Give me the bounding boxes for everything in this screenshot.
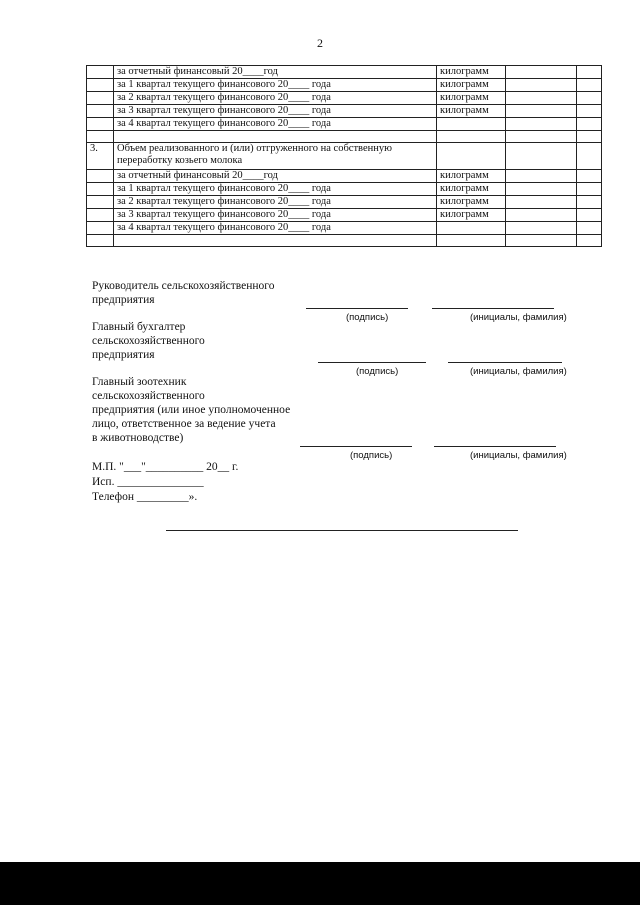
table-row (87, 222, 602, 235)
row-value-cell[interactable] (577, 183, 602, 196)
row-value-cell[interactable] (506, 79, 577, 92)
row-unit-cell (437, 118, 506, 131)
head-initials-line[interactable] (432, 308, 554, 309)
row-number-cell (87, 183, 114, 196)
row-description-cell: Объем реализованного и (или) отгруженного на собственную переработку козьего молока (114, 143, 437, 170)
row-description-cell: за 4 квартал текущего финансового 20____ года (114, 222, 437, 235)
row-value-cell[interactable] (506, 105, 577, 118)
row-description-cell: за 4 квартал текущего финансового 20____ года (114, 118, 437, 131)
row-unit-cell: килограмм (437, 105, 506, 118)
row-number-cell (87, 131, 114, 143)
row-number-cell (87, 66, 114, 79)
row-description-cell: за 3 квартал текущего финансового 20____ года (114, 209, 437, 222)
row-value-cell[interactable] (577, 131, 602, 143)
row-number-cell: 3. (87, 143, 114, 170)
row-value-cell[interactable] (506, 222, 577, 235)
zootechnician-initials-caption: (инициалы, фамилия) (470, 450, 567, 461)
table-row (87, 170, 602, 183)
head-signature-caption: (подпись) (346, 312, 389, 323)
row-unit-cell: килограмм (437, 66, 506, 79)
row-value-cell[interactable] (506, 235, 577, 247)
table-blank-row (87, 235, 602, 247)
row-unit-cell: килограмм (437, 209, 506, 222)
row-unit-cell (437, 143, 506, 170)
row-number-cell (87, 118, 114, 131)
accountant-initials-line[interactable] (448, 362, 562, 363)
row-description-cell: за 1 квартал текущего финансового 20____ года (114, 183, 437, 196)
row-value-cell[interactable] (577, 196, 602, 209)
row-value-cell[interactable] (506, 143, 577, 170)
row-value-cell[interactable] (577, 92, 602, 105)
row-description-cell (114, 131, 437, 143)
zootechnician-signature-caption: (подпись) (350, 450, 393, 461)
scan-bottom-margin (0, 862, 640, 905)
row-value-cell[interactable] (577, 118, 602, 131)
stamp-date-line: М.П. "___"__________ 20__ г. (92, 461, 239, 473)
row-description-cell: за 2 квартал текущего финансового 20____ года (114, 196, 437, 209)
row-unit-cell (437, 222, 506, 235)
row-unit-cell: килограмм (437, 79, 506, 92)
table-row (87, 209, 602, 222)
row-unit-cell: килограмм (437, 170, 506, 183)
row-description-cell: за 3 квартал текущего финансового 20____ года (114, 105, 437, 118)
accountant-signature-line[interactable] (318, 362, 426, 363)
row-value-cell[interactable] (506, 131, 577, 143)
row-unit-cell: килограмм (437, 196, 506, 209)
zootechnician-signature-label: Главный зоотехник сельскохозяйственного предприятия (или иное уполномоченное лицо, ответственное за ведение учета в животноводстве) (92, 376, 291, 444)
accountant-initials-caption: (инициалы, фамилия) (470, 366, 567, 377)
row-description-cell: за 1 квартал текущего финансового 20____ года (114, 79, 437, 92)
zootechnician-signature-line[interactable] (300, 446, 412, 447)
row-value-cell[interactable] (577, 105, 602, 118)
report-table-body (87, 66, 602, 247)
row-description-cell: за 2 квартал текущего финансового 20____ года (114, 92, 437, 105)
zootechnician-initials-line[interactable] (434, 446, 556, 447)
row-number-cell (87, 196, 114, 209)
row-number-cell (87, 222, 114, 235)
row-value-cell[interactable] (577, 79, 602, 92)
row-value-cell[interactable] (506, 170, 577, 183)
row-number-cell (87, 79, 114, 92)
end-rule (166, 530, 518, 531)
row-unit-cell: килограмм (437, 183, 506, 196)
row-unit-cell (437, 235, 506, 247)
row-description-cell: за отчетный финансовый 20____год (114, 170, 437, 183)
row-value-cell[interactable] (506, 209, 577, 222)
accountant-signature-label: Главный бухгалтер сельскохозяйственного предприятия (92, 321, 205, 361)
row-value-cell[interactable] (577, 66, 602, 79)
head-signature-label: Руководитель сельскохозяйственного предприятия (92, 280, 275, 306)
row-number-cell (87, 209, 114, 222)
table-blank-row (87, 131, 602, 143)
row-value-cell[interactable] (577, 222, 602, 235)
page-number: 2 (317, 36, 323, 50)
table-row (87, 79, 602, 92)
table-row (87, 66, 602, 79)
report-table (86, 65, 602, 247)
table-row (87, 118, 602, 131)
row-number-cell (87, 235, 114, 247)
row-number-cell (87, 92, 114, 105)
row-description-cell: за отчетный финансовый 20____год (114, 66, 437, 79)
phone-line: Телефон _________». (92, 491, 198, 503)
table-row (87, 183, 602, 196)
row-value-cell[interactable] (577, 209, 602, 222)
row-unit-cell (437, 131, 506, 143)
row-value-cell[interactable] (506, 92, 577, 105)
row-number-cell (87, 105, 114, 118)
row-value-cell[interactable] (577, 235, 602, 247)
head-initials-caption: (инициалы, фамилия) (470, 312, 567, 323)
row-value-cell[interactable] (577, 170, 602, 183)
row-value-cell[interactable] (577, 143, 602, 170)
executor-line: Исп. _______________ (92, 476, 204, 488)
head-signature-line[interactable] (306, 308, 408, 309)
table-row (87, 196, 602, 209)
row-value-cell[interactable] (506, 196, 577, 209)
row-value-cell[interactable] (506, 66, 577, 79)
accountant-signature-caption: (подпись) (356, 366, 399, 377)
row-description-cell (114, 235, 437, 247)
row-unit-cell: килограмм (437, 92, 506, 105)
table-row (87, 92, 602, 105)
table-row (87, 105, 602, 118)
table-section-row (87, 143, 602, 170)
row-number-cell (87, 170, 114, 183)
row-value-cell[interactable] (506, 183, 577, 196)
row-value-cell[interactable] (506, 118, 577, 131)
